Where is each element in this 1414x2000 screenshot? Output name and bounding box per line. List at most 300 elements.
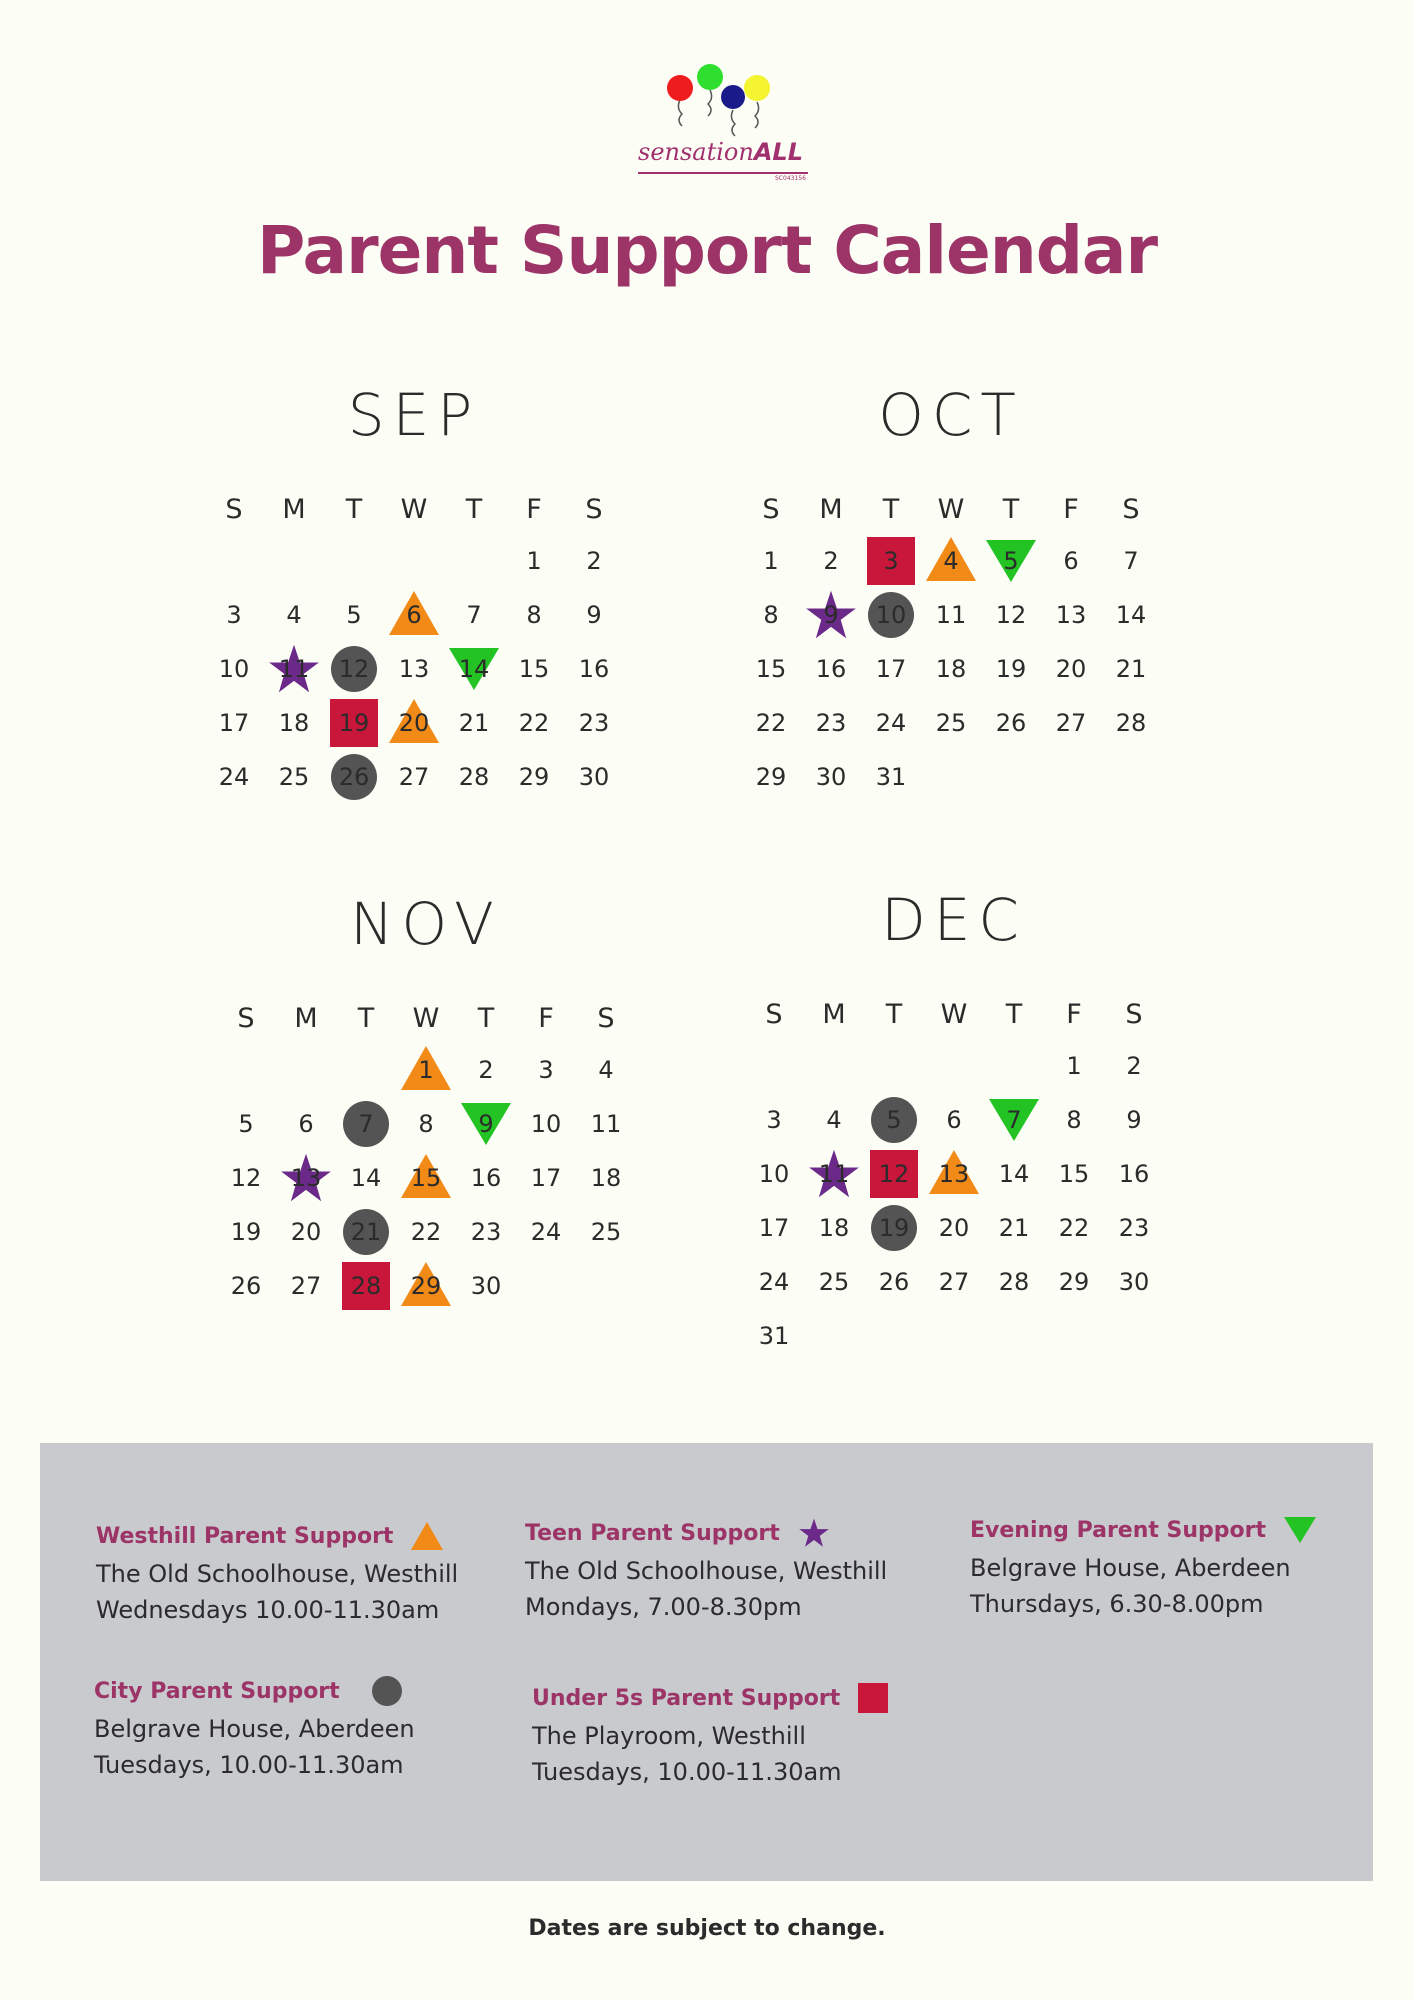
day-number: 11 xyxy=(278,655,310,683)
day-number: 4 xyxy=(826,1106,842,1134)
day-cell xyxy=(981,696,1041,750)
day-cell xyxy=(741,696,801,750)
day-cell xyxy=(741,534,801,588)
day-cell xyxy=(804,1255,864,1309)
day-number: 18 xyxy=(590,1164,622,1192)
day-number: 31 xyxy=(758,1322,790,1350)
day-cell xyxy=(216,1151,276,1205)
legend-under5s xyxy=(532,1678,888,1790)
empty-day-cell xyxy=(864,1309,924,1363)
day-cell xyxy=(504,750,564,804)
day-number: 25 xyxy=(818,1268,850,1296)
legend-evening-time: Thursdays, 6.30-8.00pm xyxy=(970,1590,1264,1618)
weekday-header: W xyxy=(940,999,968,1030)
day-cell xyxy=(1044,1039,1104,1093)
day-cell xyxy=(576,1097,636,1151)
day-number: 26 xyxy=(338,763,370,791)
empty-day-cell xyxy=(1101,750,1161,804)
day-number: 9 xyxy=(478,1110,494,1138)
day-cell xyxy=(336,1097,396,1151)
day-cell xyxy=(921,534,981,588)
day-cell xyxy=(444,642,504,696)
day-number: 23 xyxy=(1118,1214,1150,1242)
day-number: 23 xyxy=(815,709,847,737)
day-number: 8 xyxy=(1066,1106,1082,1134)
day-cell xyxy=(204,588,264,642)
day-number: 9 xyxy=(823,601,839,629)
day-number: 17 xyxy=(218,709,250,737)
day-cell xyxy=(444,696,504,750)
empty-day-cell xyxy=(516,1259,576,1313)
day-cell xyxy=(564,534,624,588)
day-number: 26 xyxy=(995,709,1027,737)
day-number: 22 xyxy=(410,1218,442,1246)
day-number: 24 xyxy=(875,709,907,737)
day-number: 1 xyxy=(763,547,779,575)
day-cell xyxy=(396,1259,456,1313)
day-cell xyxy=(456,1259,516,1313)
day-cell xyxy=(276,1097,336,1151)
logo-underline xyxy=(638,172,808,174)
day-number: 29 xyxy=(518,763,550,791)
week-row xyxy=(216,1043,636,1097)
day-number: 26 xyxy=(230,1272,262,1300)
day-number: 30 xyxy=(1118,1268,1150,1296)
day-cell xyxy=(336,1205,396,1259)
day-number: 21 xyxy=(1115,655,1147,683)
day-number: 10 xyxy=(530,1110,562,1138)
month-name: SEP xyxy=(347,381,481,449)
day-number: 16 xyxy=(815,655,847,683)
day-number: 27 xyxy=(938,1268,970,1296)
week-row xyxy=(741,534,1161,588)
day-number: 14 xyxy=(458,655,490,683)
day-number: 14 xyxy=(998,1160,1030,1188)
day-number: 30 xyxy=(470,1272,502,1300)
day-cell xyxy=(1101,588,1161,642)
week-row xyxy=(204,588,624,642)
weekday-header: M xyxy=(819,494,843,525)
day-cell xyxy=(1101,696,1161,750)
day-cell xyxy=(1041,642,1101,696)
week-row xyxy=(744,1309,1164,1363)
day-cell xyxy=(576,1151,636,1205)
day-cell xyxy=(384,696,444,750)
day-number: 16 xyxy=(578,655,610,683)
day-cell xyxy=(324,588,384,642)
week-row xyxy=(216,1097,636,1151)
triangle-up-icon xyxy=(411,1522,443,1550)
day-cell xyxy=(504,588,564,642)
day-number: 7 xyxy=(1006,1106,1022,1134)
day-cell xyxy=(804,1093,864,1147)
day-cell xyxy=(276,1205,336,1259)
day-number: 8 xyxy=(418,1110,434,1138)
day-number: 26 xyxy=(878,1268,910,1296)
day-number: 2 xyxy=(823,547,839,575)
star-icon xyxy=(798,1517,830,1549)
weekday-header: M xyxy=(294,1003,318,1034)
day-number: 9 xyxy=(586,601,602,629)
weekday-header: T xyxy=(882,494,900,525)
day-cell xyxy=(861,696,921,750)
empty-day-cell xyxy=(984,1309,1044,1363)
day-cell xyxy=(864,1093,924,1147)
day-cell xyxy=(1044,1201,1104,1255)
empty-day-cell xyxy=(924,1309,984,1363)
day-number: 19 xyxy=(230,1218,262,1246)
legend-evening-location: Belgrave House, Aberdeen xyxy=(970,1554,1291,1582)
day-cell xyxy=(801,750,861,804)
day-number: 17 xyxy=(875,655,907,683)
day-cell xyxy=(204,696,264,750)
day-cell xyxy=(1104,1039,1164,1093)
day-cell xyxy=(1104,1093,1164,1147)
day-cell xyxy=(801,588,861,642)
logo-registration: SC043156 xyxy=(775,175,806,182)
day-cell xyxy=(216,1259,276,1313)
day-number: 2 xyxy=(1126,1052,1142,1080)
day-number: 19 xyxy=(995,655,1027,683)
day-cell xyxy=(396,1205,456,1259)
day-cell xyxy=(456,1043,516,1097)
day-cell xyxy=(1104,1201,1164,1255)
day-cell xyxy=(336,1151,396,1205)
day-cell xyxy=(1044,1255,1104,1309)
day-number: 1 xyxy=(418,1056,434,1084)
day-cell xyxy=(801,696,861,750)
day-cell xyxy=(264,642,324,696)
day-cell xyxy=(564,642,624,696)
empty-day-cell xyxy=(264,534,324,588)
day-cell xyxy=(216,1205,276,1259)
day-cell xyxy=(444,750,504,804)
weekday-header: F xyxy=(526,494,542,525)
legend-city-location: Belgrave House, Aberdeen xyxy=(94,1715,415,1743)
day-number: 7 xyxy=(466,601,482,629)
day-cell xyxy=(924,1147,984,1201)
sensationall-logo xyxy=(630,60,810,185)
day-cell xyxy=(981,588,1041,642)
day-number: 14 xyxy=(1115,601,1147,629)
day-number: 5 xyxy=(346,601,362,629)
day-cell xyxy=(861,588,921,642)
weekday-header: T xyxy=(1005,999,1023,1030)
week-row xyxy=(204,534,624,588)
day-cell xyxy=(504,696,564,750)
weekday-header-row xyxy=(216,995,636,1043)
empty-day-cell xyxy=(1104,1309,1164,1363)
day-number: 5 xyxy=(886,1106,902,1134)
day-cell xyxy=(1041,588,1101,642)
day-cell xyxy=(564,696,624,750)
day-cell xyxy=(336,1259,396,1313)
day-cell xyxy=(861,642,921,696)
day-cell xyxy=(744,1093,804,1147)
empty-day-cell xyxy=(384,534,444,588)
day-cell xyxy=(1104,1255,1164,1309)
legend-city-title: City Parent Support xyxy=(94,1678,340,1704)
day-cell xyxy=(1101,642,1161,696)
day-number: 15 xyxy=(755,655,787,683)
weekday-header: F xyxy=(538,1003,554,1034)
footnote: Dates are subject to change. xyxy=(528,1916,886,1941)
day-number: 30 xyxy=(815,763,847,791)
weekday-header: F xyxy=(1066,999,1082,1030)
square-icon xyxy=(858,1683,888,1713)
day-cell xyxy=(1101,534,1161,588)
day-number: 2 xyxy=(478,1056,494,1084)
day-cell xyxy=(384,588,444,642)
balloons-icon xyxy=(630,60,810,150)
day-cell xyxy=(921,642,981,696)
day-number: 29 xyxy=(410,1272,442,1300)
day-cell xyxy=(396,1097,456,1151)
day-number: 5 xyxy=(1003,547,1019,575)
day-number: 18 xyxy=(935,655,967,683)
month-name: DEC xyxy=(881,886,1027,954)
legend-westhill-time: Wednesdays 10.00-11.30am xyxy=(96,1596,440,1624)
empty-day-cell xyxy=(444,534,504,588)
day-cell xyxy=(741,642,801,696)
day-number: 12 xyxy=(878,1160,910,1188)
legend-teen-time: Mondays, 7.00-8.30pm xyxy=(525,1593,802,1621)
day-cell xyxy=(564,588,624,642)
day-cell xyxy=(804,1147,864,1201)
empty-day-cell xyxy=(216,1043,276,1097)
day-cell xyxy=(324,696,384,750)
day-cell xyxy=(384,642,444,696)
page-title: Parent Support Calendar xyxy=(256,212,1158,289)
month-nov xyxy=(216,887,636,1313)
day-cell xyxy=(804,1201,864,1255)
week-row xyxy=(741,642,1161,696)
day-cell xyxy=(216,1097,276,1151)
weekday-header: T xyxy=(885,999,903,1030)
day-number: 5 xyxy=(238,1110,254,1138)
empty-day-cell xyxy=(204,534,264,588)
day-number: 12 xyxy=(338,655,370,683)
day-number: 11 xyxy=(818,1160,850,1188)
day-cell xyxy=(924,1201,984,1255)
day-cell xyxy=(744,1255,804,1309)
day-number: 2 xyxy=(586,547,602,575)
day-number: 10 xyxy=(218,655,250,683)
week-row xyxy=(744,1093,1164,1147)
day-cell xyxy=(204,750,264,804)
day-number: 15 xyxy=(410,1164,442,1192)
day-number: 3 xyxy=(883,547,899,575)
day-number: 3 xyxy=(766,1106,782,1134)
week-row xyxy=(741,588,1161,642)
weekday-header: M xyxy=(282,494,306,525)
day-number: 3 xyxy=(226,601,242,629)
day-number: 20 xyxy=(938,1214,970,1242)
weekday-header: W xyxy=(412,1003,440,1034)
day-number: 28 xyxy=(458,763,490,791)
day-number: 8 xyxy=(763,601,779,629)
day-cell xyxy=(921,588,981,642)
weekday-header: T xyxy=(345,494,363,525)
day-number: 27 xyxy=(398,763,430,791)
empty-day-cell xyxy=(804,1309,864,1363)
day-cell xyxy=(864,1201,924,1255)
day-cell xyxy=(456,1151,516,1205)
day-cell xyxy=(384,750,444,804)
day-number: 17 xyxy=(530,1164,562,1192)
day-cell xyxy=(444,588,504,642)
day-cell xyxy=(864,1147,924,1201)
weekday-header: S xyxy=(1125,999,1143,1030)
day-cell xyxy=(564,750,624,804)
day-cell xyxy=(921,696,981,750)
day-number: 28 xyxy=(350,1272,382,1300)
day-number: 13 xyxy=(290,1164,322,1192)
empty-day-cell xyxy=(981,750,1041,804)
week-row xyxy=(744,1201,1164,1255)
weekday-header: T xyxy=(357,1003,375,1034)
day-number: 16 xyxy=(470,1164,502,1192)
day-cell xyxy=(861,534,921,588)
empty-day-cell xyxy=(924,1039,984,1093)
legend-teen-location: The Old Schoolhouse, Westhill xyxy=(525,1557,888,1585)
day-cell xyxy=(984,1201,1044,1255)
day-number: 10 xyxy=(758,1160,790,1188)
day-number: 29 xyxy=(1058,1268,1090,1296)
day-cell xyxy=(741,750,801,804)
legend-westhill-location: The Old Schoolhouse, Westhill xyxy=(96,1560,459,1588)
empty-day-cell xyxy=(984,1039,1044,1093)
day-number: 29 xyxy=(755,763,787,791)
weekday-header: W xyxy=(400,494,428,525)
day-number: 22 xyxy=(518,709,550,737)
day-cell xyxy=(1044,1093,1104,1147)
day-cell xyxy=(504,534,564,588)
day-cell xyxy=(516,1043,576,1097)
week-row xyxy=(744,1255,1164,1309)
month-name: OCT xyxy=(878,381,1024,449)
day-number: 19 xyxy=(878,1214,910,1242)
weekday-header: T xyxy=(477,1003,495,1034)
day-cell xyxy=(456,1205,516,1259)
weekday-header: S xyxy=(237,1003,255,1034)
week-row xyxy=(744,1039,1164,1093)
empty-day-cell xyxy=(1041,750,1101,804)
day-cell xyxy=(1041,696,1101,750)
day-cell xyxy=(396,1043,456,1097)
month-dec xyxy=(744,883,1164,1363)
day-cell xyxy=(744,1309,804,1363)
legend-under5s-title: Under 5s Parent Support xyxy=(532,1685,841,1711)
day-number: 1 xyxy=(1066,1052,1082,1080)
day-number: 20 xyxy=(1055,655,1087,683)
day-cell xyxy=(861,750,921,804)
day-number: 9 xyxy=(1126,1106,1142,1134)
day-number: 13 xyxy=(938,1160,970,1188)
empty-day-cell xyxy=(336,1043,396,1097)
day-number: 7 xyxy=(1123,547,1139,575)
day-number: 4 xyxy=(286,601,302,629)
day-number: 12 xyxy=(230,1164,262,1192)
week-row xyxy=(741,750,1161,804)
day-number: 14 xyxy=(350,1164,382,1192)
legend-evening-title: Evening Parent Support xyxy=(970,1517,1267,1543)
logo-brand-text: sensationALL xyxy=(638,138,803,166)
day-number: 21 xyxy=(350,1218,382,1246)
day-number: 8 xyxy=(526,601,542,629)
day-number: 13 xyxy=(1055,601,1087,629)
day-number: 7 xyxy=(358,1110,374,1138)
week-row xyxy=(204,642,624,696)
day-number: 23 xyxy=(578,709,610,737)
day-cell xyxy=(576,1205,636,1259)
circle-icon xyxy=(372,1676,402,1706)
day-cell xyxy=(516,1205,576,1259)
empty-day-cell xyxy=(324,534,384,588)
week-row xyxy=(216,1259,636,1313)
day-cell xyxy=(984,1147,1044,1201)
day-cell xyxy=(801,642,861,696)
day-number: 17 xyxy=(758,1214,790,1242)
day-cell xyxy=(981,642,1041,696)
day-number: 27 xyxy=(1055,709,1087,737)
day-cell xyxy=(324,750,384,804)
day-number: 15 xyxy=(518,655,550,683)
day-number: 21 xyxy=(458,709,490,737)
day-number: 6 xyxy=(406,601,422,629)
weekday-header-row xyxy=(741,486,1161,534)
day-cell xyxy=(744,1201,804,1255)
legend-city xyxy=(94,1671,415,1783)
month-name: NOV xyxy=(350,890,502,958)
day-cell xyxy=(576,1043,636,1097)
day-number: 4 xyxy=(598,1056,614,1084)
empty-day-cell xyxy=(864,1039,924,1093)
day-number: 1 xyxy=(526,547,542,575)
day-cell xyxy=(264,588,324,642)
weekday-header: M xyxy=(822,999,846,1030)
empty-day-cell xyxy=(744,1039,804,1093)
legend-panel xyxy=(40,1443,1373,1881)
weekday-header: T xyxy=(465,494,483,525)
day-cell xyxy=(984,1255,1044,1309)
day-number: 20 xyxy=(398,709,430,737)
day-cell xyxy=(504,642,564,696)
day-cell xyxy=(984,1093,1044,1147)
day-cell xyxy=(516,1151,576,1205)
day-cell xyxy=(1041,534,1101,588)
day-cell xyxy=(264,696,324,750)
day-number: 15 xyxy=(1058,1160,1090,1188)
legend-teen xyxy=(525,1513,887,1625)
day-number: 30 xyxy=(578,763,610,791)
day-number: 23 xyxy=(470,1218,502,1246)
weekday-header-row xyxy=(744,991,1164,1039)
day-cell xyxy=(204,642,264,696)
day-cell xyxy=(516,1097,576,1151)
day-number: 18 xyxy=(818,1214,850,1242)
day-number: 24 xyxy=(218,763,250,791)
day-number: 12 xyxy=(995,601,1027,629)
legend-under5s-time: Tuesdays, 10.00-11.30am xyxy=(532,1758,842,1786)
week-row xyxy=(216,1205,636,1259)
day-number: 27 xyxy=(290,1272,322,1300)
weekday-header: F xyxy=(1063,494,1079,525)
weekday-header-row xyxy=(204,486,624,534)
weekday-header: S xyxy=(765,999,783,1030)
day-number: 13 xyxy=(398,655,430,683)
empty-day-cell xyxy=(1044,1309,1104,1363)
